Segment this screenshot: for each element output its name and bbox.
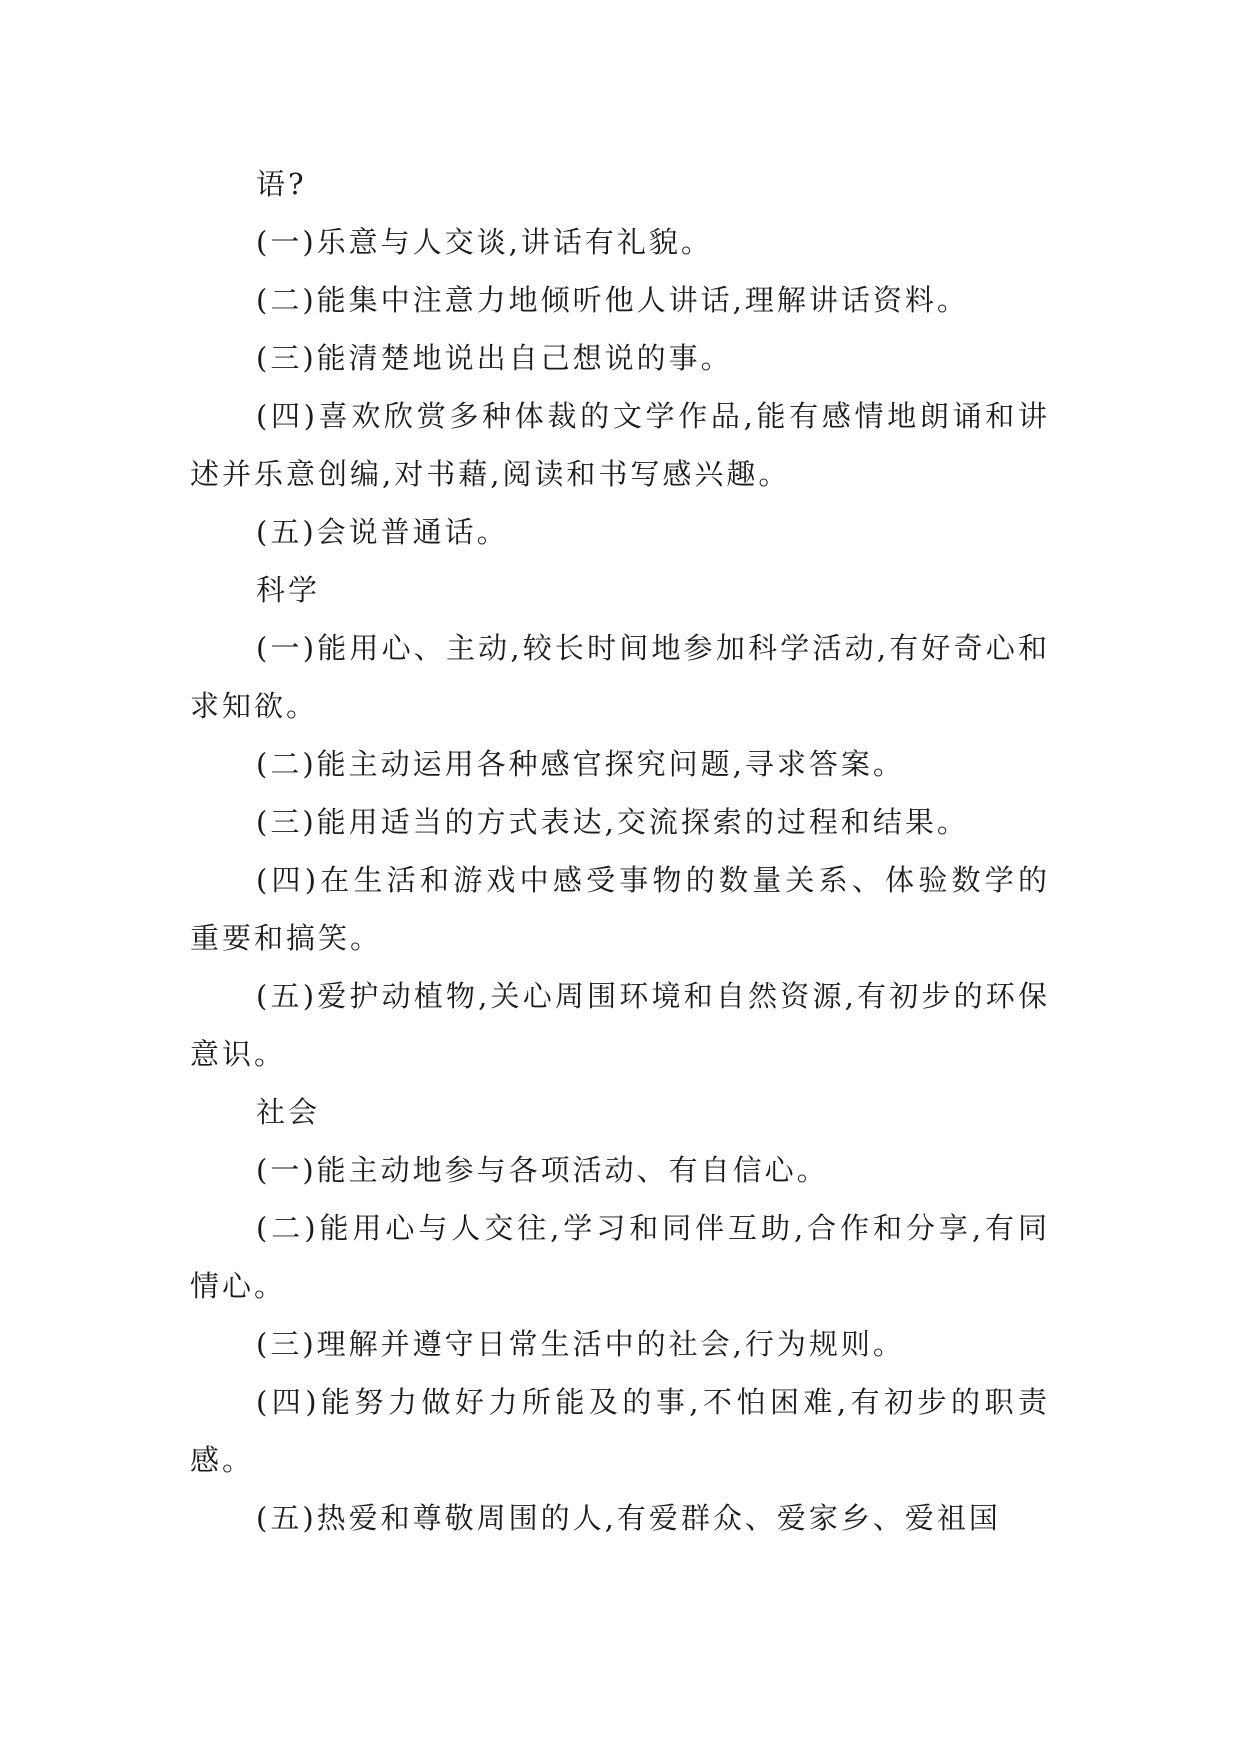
paragraph: (一)能主动地参与各项活动、有自信心。 (256, 1153, 829, 1187)
paragraph: (三)能用适当的方式表达,交流探索的过程和结果。 (256, 805, 969, 839)
section-heading-science: 科学 (256, 573, 321, 607)
paragraph: (三)理解并遵守日常生活中的社会,行为规则。 (256, 1327, 905, 1361)
paragraph: 语? (256, 167, 307, 201)
paragraph: (四)能努力做好力所能及的事,不怕困难,有初步的职责感。 (190, 1385, 1050, 1477)
paragraph: (三)能清楚地说出自己想说的事。 (256, 341, 733, 375)
paragraph: (五)爱护动植物,关心周围环境和自然资源,有初步的环保意识。 (190, 979, 1050, 1071)
paragraph: (二)能用心与人交往,学习和同伴互助,合作和分享,有同情心。 (190, 1211, 1050, 1303)
paragraph: (一)能用心、主动,较长时间地参加科学活动,有好奇心和求知欲。 (190, 631, 1050, 723)
paragraph: (二)能集中注意力地倾听他人讲话,理解讲话资料。 (256, 283, 969, 317)
paragraph: (四)喜欢欣赏多种体裁的文学作品,能有感情地朗诵和讲述并乐意创编,对书藉,阅读和书写感兴趣。 (190, 399, 1050, 491)
section-heading-society: 社会 (256, 1095, 321, 1129)
paragraph: (五)会说普通话。 (256, 515, 509, 549)
paragraph: (一)乐意与人交谈,讲话有礼貌。 (256, 225, 713, 259)
paragraph: (二)能主动运用各种感官探究问题,寻求答案。 (256, 747, 905, 781)
paragraph: (五)热爱和尊敬周围的人,有爱群众、爱家乡、爱祖国 (256, 1501, 1001, 1535)
paragraph: (四)在生活和游戏中感受事物的数量关系、体验数学的重要和搞笑。 (190, 863, 1050, 955)
document-body (190, 155, 1050, 1547)
